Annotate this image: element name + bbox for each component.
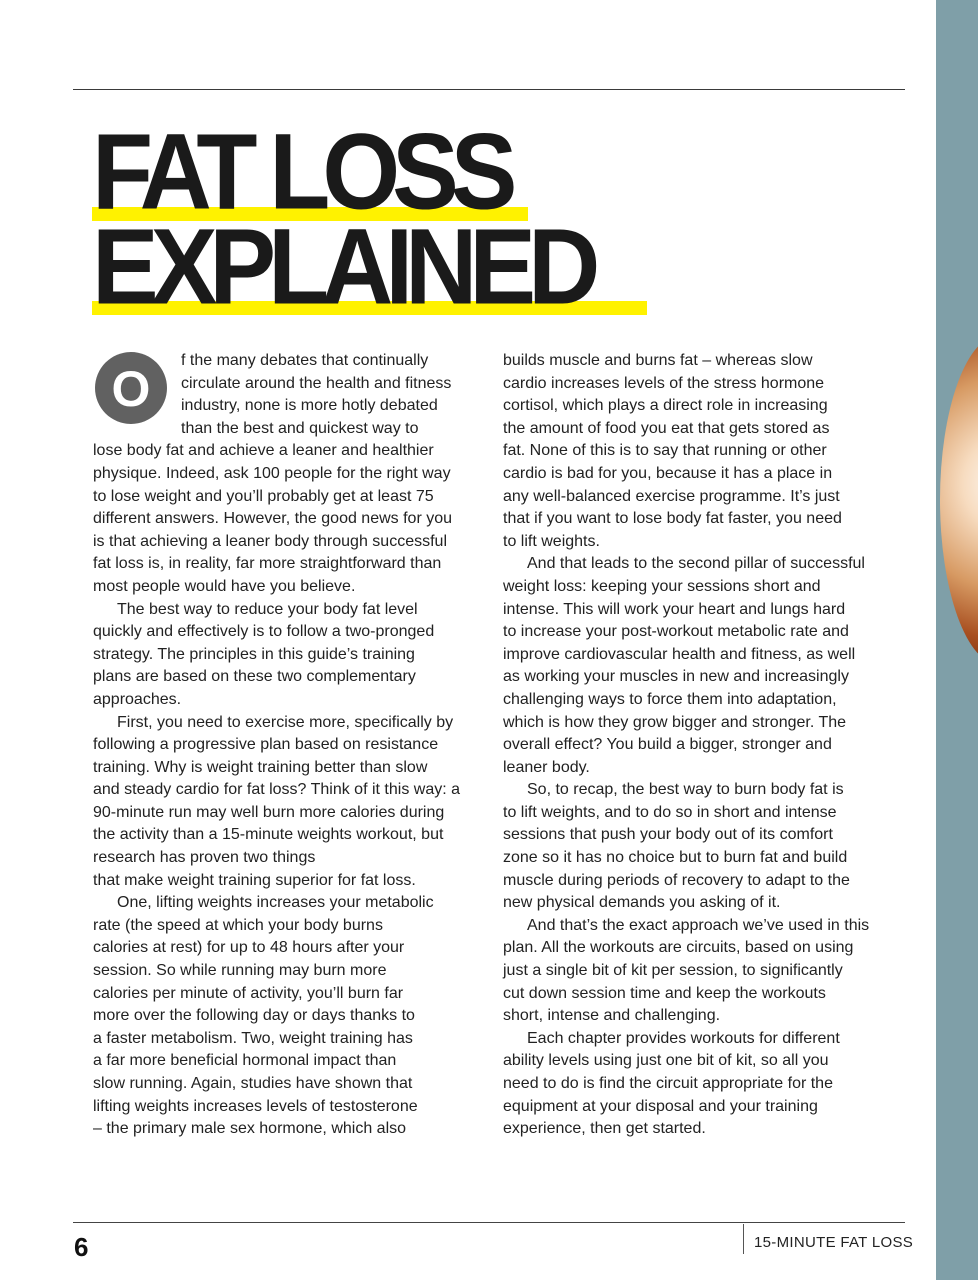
- text-line: intense. This will work your heart and lungs hard: [503, 600, 846, 618]
- text-line: which is how they grow bigger and stronger. The: [503, 713, 847, 731]
- text-line: a far more beneficial hormonal impact than: [93, 1052, 397, 1070]
- kettlebell-image: [940, 335, 978, 665]
- title-text-1: FAT LOSS: [92, 111, 510, 233]
- text-line: builds muscle and burns fat – whereas slow: [503, 352, 813, 369]
- footer-divider: [743, 1224, 744, 1254]
- text-line: zone so it has no choice but to burn fat and build: [503, 849, 848, 867]
- drop-cap: O: [95, 352, 167, 424]
- text-line: Each chapter provides workouts for different: [527, 1029, 840, 1047]
- text-line: cut down session time and keep the workouts: [503, 984, 826, 1002]
- text-line: most people would have you believe.: [93, 577, 356, 595]
- text-line: calories at rest) for up to 48 hours after your: [93, 939, 405, 957]
- text-line: any well-balanced exercise programme. It’s just: [503, 487, 840, 505]
- text-line: rate (the speed at which your body burns: [93, 916, 383, 934]
- text-line: that if you want to lose body fat faster, you need: [503, 510, 842, 528]
- text-line: quickly and effectively is to follow a two-pronged: [93, 623, 435, 641]
- text-line: cortisol, which plays a direct role in increasing: [503, 397, 828, 415]
- text-line: to lift weights, and to do so in short and intense: [503, 803, 837, 821]
- text-line: physique. Indeed, ask 100 people for the right way: [93, 464, 451, 482]
- text-line: slow running. Again, studies have shown that: [93, 1075, 413, 1092]
- text-line: overall effect? You build a bigger, stronger and: [503, 736, 832, 754]
- text-line: experience, then get started.: [503, 1120, 706, 1138]
- text-line: more over the following day or days thanks to: [93, 1007, 415, 1025]
- text-line: – the primary male sex hormone, which also: [93, 1120, 407, 1138]
- text-line: approaches.: [93, 690, 182, 708]
- text-line: short, intense and challenging.: [503, 1007, 721, 1025]
- text-line: to lose weight and you’ll probably get at least 75: [93, 487, 434, 505]
- text-line: And that leads to the second pillar of successful: [527, 555, 865, 573]
- text-line: sessions that push your body out of its comfort: [503, 826, 833, 844]
- top-rule: [73, 89, 905, 90]
- text-line: different answers. However, the good news for you: [93, 510, 453, 528]
- text-line: ability levels using just one bit of kit, so all you: [503, 1052, 829, 1070]
- text-line: circulate around the health and fitness: [181, 374, 452, 392]
- text-line: weight loss: keeping your sessions short and: [503, 577, 821, 595]
- text-line: And that’s the exact approach we’ve used in this: [527, 916, 870, 934]
- text-line: than the best and quickest way to: [181, 419, 419, 437]
- text-line: lose body fat and achieve a leaner and healthier: [93, 442, 434, 460]
- text-line: muscle during periods of recovery to adapt to the: [503, 871, 850, 889]
- text-line: calories per minute of activity, you’ll burn far: [93, 984, 404, 1002]
- text-line: The best way to reduce your body fat level: [117, 600, 418, 618]
- text-line: following a progressive plan based on resistance: [93, 736, 439, 754]
- text-line: research has proven two things: [93, 849, 316, 867]
- text-line: leaner body.: [503, 758, 590, 776]
- text-line: and steady cardio for fat loss? Think of it this way: a: [93, 781, 460, 799]
- text-line: is that achieving a leaner body through successful: [93, 532, 447, 550]
- text-line: industry, none is more hotly debated: [181, 397, 438, 415]
- text-line: cardio increases levels of the stress hormone: [503, 374, 825, 392]
- text-line: lifting weights increases levels of testosterone: [93, 1097, 418, 1115]
- text-line: cardio is bad for you, because it has a place in: [503, 464, 833, 482]
- text-line: fat. None of this is to say that running or other: [503, 442, 827, 460]
- text-line: the amount of food you eat that gets stored as: [503, 419, 830, 437]
- text-line: One, lifting weights increases your metabolic: [117, 894, 434, 912]
- text-line: challenging ways to force them into adaptation,: [503, 690, 837, 708]
- publication-title: 15-MINUTE FAT LOSS: [754, 1234, 914, 1251]
- article-column-right: [503, 350, 903, 1141]
- text-line: plans are based on these two complementary: [93, 668, 416, 686]
- text-line: training. Why is weight training better than slow: [93, 758, 428, 776]
- text-line: improve cardiovascular health and fitness, as well: [503, 645, 856, 663]
- text-line: session. So while running may burn more: [93, 962, 387, 980]
- text-line: equipment at your disposal and your training: [503, 1097, 818, 1115]
- text-line: First, you need to exercise more, specifically by: [117, 713, 454, 731]
- text-line: that make weight training superior for fat loss.: [93, 871, 416, 889]
- title-line-2: [92, 206, 593, 328]
- article-column-left: [93, 350, 483, 1141]
- text-line: strategy. The principles in this guide’s training: [93, 645, 415, 663]
- text-line: fat loss is, in reality, far more straightforward than: [93, 555, 442, 573]
- text-line: plan. All the workouts are circuits, based on using: [503, 939, 854, 957]
- text-line: to increase your post-workout metabolic rate and: [503, 623, 849, 641]
- text-line: f the many debates that continually: [181, 352, 429, 369]
- text-line: to lift weights.: [503, 532, 600, 550]
- side-photo-strip: [936, 0, 978, 1280]
- text-line: 90-minute run may well burn more calories during: [93, 803, 445, 821]
- text-line: as working your muscles in new and increasingly: [503, 668, 849, 686]
- text-line: the activity than a 15-minute weights workout, but: [93, 826, 444, 844]
- text-line: need to do is find the circuit appropriate for the: [503, 1075, 833, 1092]
- text-line: new physical demands you asking of it.: [503, 894, 781, 912]
- text-line: just a single bit of kit per session, to significantly: [503, 962, 843, 980]
- bottom-rule: [73, 1222, 905, 1223]
- page-number: 6: [74, 1232, 89, 1262]
- title-text-2: EXPLAINED: [92, 206, 593, 328]
- text-line: So, to recap, the best way to burn body fat is: [527, 781, 844, 799]
- text-line: a faster metabolism. Two, weight training has: [93, 1029, 413, 1047]
